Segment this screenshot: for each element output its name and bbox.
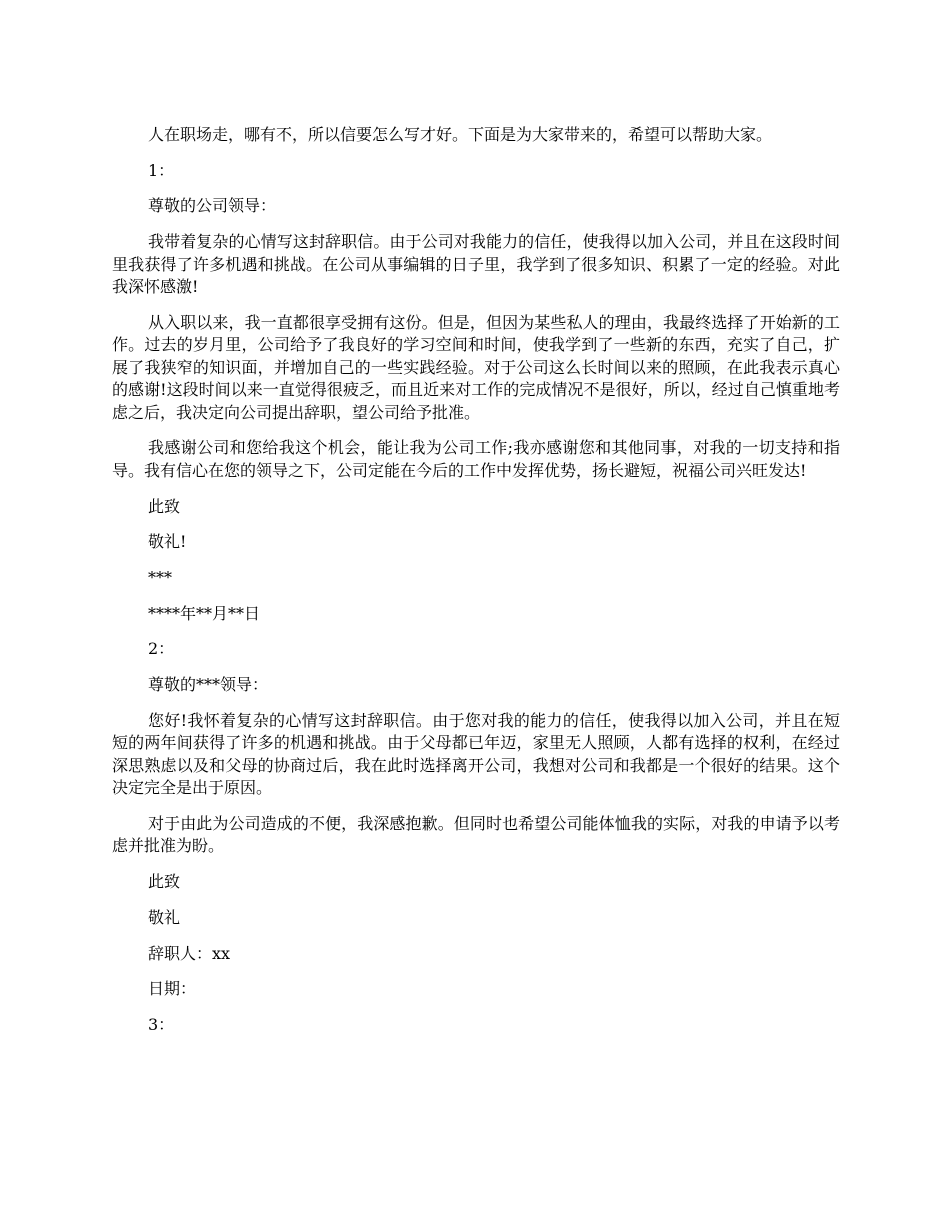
- section-3-heading: 3：: [148, 1014, 175, 1034]
- letter-2-signer: 辞职人：xx: [148, 943, 231, 963]
- letter-1-body-paragraph: 我带着复杂的心情写这封辞职信。由于公司对我能力的信任，使我得以加入公司，并且在这段时间里我获得了许多机遇和挑战。在公司从事编辑的日子里，我学到了很多知识、积累了一定的经验。对此我深怀感激!: [112, 232, 840, 297]
- letter-1-date: ****年**月**日: [148, 603, 261, 623]
- letter-1-salutation: 尊敬的公司领导：: [148, 196, 277, 216]
- letter-2-salutation: 尊敬的***领导：: [148, 675, 269, 695]
- letter-2-body-paragraph: 您好!我怀着复杂的心情写这封辞职信。由于您对我的能力的信任，使我得以加入公司，并且在短短的两年间获得了许多的机遇和挑战。由于父母都已年迈，家里无人照顾，人都有选择的权利，在经过深思熟虑以及和父母的协商过后，我在此时选择离开公司，我想对公司和我都是一个很好的结果。这个决定完全是出于原因。: [112, 710, 840, 798]
- letter-2-regards: 敬礼: [148, 907, 181, 927]
- letter-2-date: 日期：: [148, 979, 197, 999]
- section-2-heading: 2：: [148, 639, 175, 659]
- intro-paragraph: 人在职场走，哪有不，所以信要怎么写才好。下面是为大家带来的，希望可以帮助大家。: [148, 125, 773, 144]
- letter-1-body-paragraph: 从入职以来，我一直都很享受拥有这份。但是，但因为某些私人的理由，我最终选择了开始新的工作。过去的岁月里，公司给予了我良好的学习空间和时间，使我学到了一些新的东西，充实了自己，扩展了我狭窄的知识面，并增加自己的一些实践经验。对于公司这么长时间以来的照顾，在此我表示真心的感谢!这段时间以来一直觉得很疲乏，而且近来对工作的完成情况不是很好，所以，经过自己慎重地考虑之后，我决定向公司提出辞职，望公司给予批准。: [112, 312, 840, 422]
- letter-1-signature: ***: [148, 568, 172, 587]
- document-page: [112, 124, 840, 1050]
- section-1-heading: 1：: [148, 160, 175, 180]
- letter-1-body-paragraph: 我感谢公司和您给我这个机会，能让我为公司工作;我亦感谢您和其他同事，对我的一切支持和指导。我有信心在您的领导之下，公司定能在今后的工作中发挥优势，扬长避短，祝福公司兴旺发达!: [112, 438, 840, 480]
- letter-2-closing: 此致: [148, 872, 181, 892]
- letter-1-closing: 此致: [148, 496, 181, 516]
- letter-1-regards: 敬礼!: [148, 532, 187, 552]
- letter-2-body-paragraph: 对于由此为公司造成的不便，我深感抱歉。但同时也希望公司能体恤我的实际，对我的申请予以考虑并批准为盼。: [112, 813, 840, 856]
